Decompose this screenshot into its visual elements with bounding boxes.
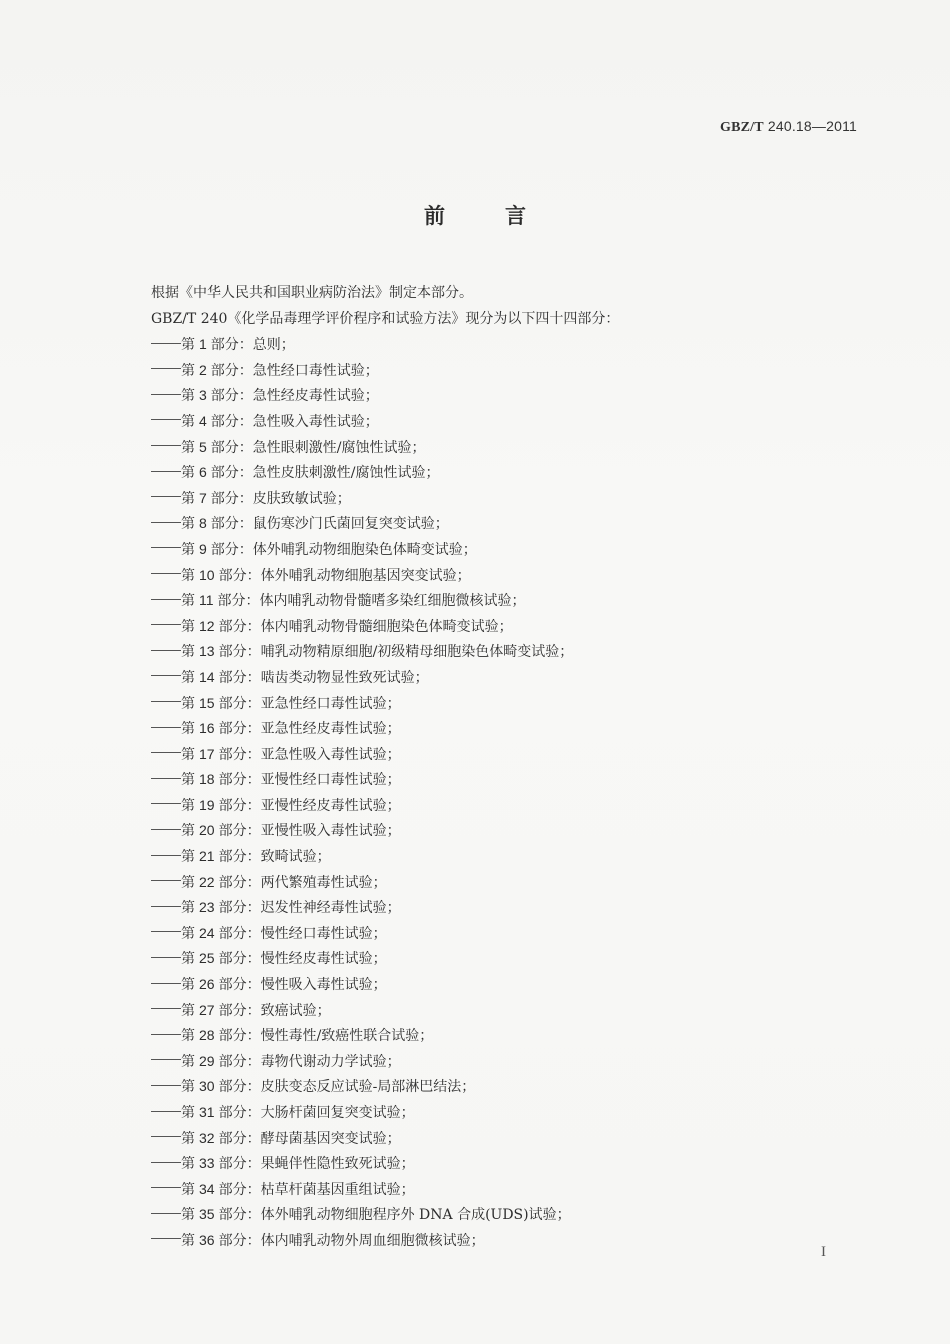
list-item xyxy=(151,614,851,640)
part-prefix: 第 xyxy=(181,541,195,558)
part-suffix: 部分： xyxy=(218,1181,261,1198)
part-title: 亚慢性吸入毒性试验； xyxy=(260,823,401,840)
part-prefix: 第 xyxy=(181,1002,195,1019)
part-number: 5 xyxy=(199,438,207,455)
part-title: 致畸试验； xyxy=(260,849,331,866)
page-number: I xyxy=(821,1244,826,1260)
part-title: 鼠伤寒沙门氏菌回复突变试验； xyxy=(252,516,449,533)
part-prefix: 第 xyxy=(181,567,195,584)
part-title: 慢性经皮毒性试验； xyxy=(260,951,387,968)
list-item xyxy=(151,1177,851,1203)
list-item xyxy=(151,895,851,921)
foreword-body xyxy=(151,281,851,1254)
part-prefix: 第 xyxy=(181,1130,195,1147)
part-suffix: 部分： xyxy=(218,1028,261,1045)
part-title: 体内哺乳动物骨髓细胞染色体畸变试验； xyxy=(260,618,513,635)
part-title: 亚急性经皮毒性试验； xyxy=(260,721,401,738)
part-title: 迟发性神经毒性试验； xyxy=(260,900,401,917)
part-suffix: 部分： xyxy=(210,465,253,482)
list-item xyxy=(151,921,851,947)
part-title: 体内哺乳动物骨髓嗜多染红细胞微核试验； xyxy=(259,593,526,610)
em-dash-marker xyxy=(151,1238,181,1239)
part-number: 33 xyxy=(199,1155,215,1172)
part-prefix: 第 xyxy=(181,362,195,379)
part-suffix: 部分： xyxy=(218,1130,261,1147)
part-suffix: 部分： xyxy=(210,439,253,456)
part-suffix: 部分： xyxy=(217,593,260,610)
em-dash-marker xyxy=(151,880,181,881)
part-prefix: 第 xyxy=(181,669,195,686)
em-dash-marker xyxy=(151,752,181,753)
em-dash-marker xyxy=(151,1111,181,1112)
part-title: 急性经口毒性试验； xyxy=(252,362,379,379)
part-suffix: 部分： xyxy=(218,900,261,917)
standard-code-prefix: GBZ/T xyxy=(719,120,764,135)
em-dash-marker xyxy=(151,983,181,984)
part-suffix: 部分： xyxy=(218,695,261,712)
part-suffix: 部分： xyxy=(218,721,261,738)
em-dash-marker xyxy=(151,1008,181,1009)
part-title: 枯草杆菌基因重组试验； xyxy=(260,1181,415,1198)
part-prefix: 第 xyxy=(181,797,195,814)
em-dash-marker xyxy=(151,701,181,702)
part-suffix: 部分： xyxy=(210,541,253,558)
list-item xyxy=(151,1228,851,1254)
part-number: 18 xyxy=(199,771,215,788)
em-dash-marker xyxy=(151,957,181,958)
em-dash-marker xyxy=(151,675,181,676)
part-prefix: 第 xyxy=(181,1232,195,1249)
part-suffix: 部分： xyxy=(218,951,261,968)
part-title: 慢性经口毒性试验； xyxy=(260,925,387,942)
part-prefix: 第 xyxy=(181,900,195,917)
em-dash-marker xyxy=(151,496,181,497)
part-number: 31 xyxy=(199,1104,215,1120)
list-item xyxy=(151,818,851,844)
part-number: 28 xyxy=(199,1027,215,1044)
list-item xyxy=(151,665,851,691)
part-number: 12 xyxy=(199,617,215,634)
part-title: 毒物代谢动力学试验； xyxy=(260,1053,401,1070)
part-number: 4 xyxy=(199,412,207,429)
part-prefix: 第 xyxy=(181,465,195,482)
part-suffix: 部分： xyxy=(210,516,253,533)
list-item xyxy=(151,486,851,512)
em-dash-marker xyxy=(151,1059,181,1060)
part-title: 亚急性吸入毒性试验； xyxy=(260,746,401,763)
list-item xyxy=(151,1126,851,1152)
standard-code xyxy=(720,118,857,136)
part-suffix: 部分： xyxy=(218,823,261,840)
part-number: 8 xyxy=(199,515,207,532)
em-dash-marker xyxy=(151,547,181,548)
list-item xyxy=(151,1151,851,1177)
part-prefix: 第 xyxy=(181,925,195,942)
part-title: 皮肤变态反应试验-局部淋巴结法； xyxy=(260,1079,476,1096)
list-item xyxy=(151,1049,851,1075)
part-prefix: 第 xyxy=(181,951,195,968)
em-dash-marker xyxy=(151,778,181,779)
title-char-1: 前 xyxy=(424,204,445,228)
em-dash-marker xyxy=(151,855,181,856)
part-number: 3 xyxy=(199,387,207,404)
part-title: 皮肤致敏试验； xyxy=(252,490,351,507)
part-title: 慢性吸入毒性试验； xyxy=(260,977,387,994)
em-dash-marker xyxy=(151,419,181,420)
em-dash-marker xyxy=(151,906,181,907)
part-suffix: 部分： xyxy=(210,490,253,507)
list-item xyxy=(151,946,851,972)
title-char-2: 言 xyxy=(505,204,526,228)
part-number: 29 xyxy=(199,1052,215,1069)
em-dash-marker xyxy=(151,343,181,344)
part-number: 20 xyxy=(199,822,215,839)
part-title: 体外哺乳动物细胞染色体畸变试验； xyxy=(252,541,477,558)
part-prefix: 第 xyxy=(181,1156,195,1173)
part-title: 急性皮肤刺激性/腐蚀性试验； xyxy=(252,465,440,482)
em-dash-marker xyxy=(151,368,181,369)
part-title: 酵母菌基因突变试验； xyxy=(260,1130,401,1147)
part-suffix: 部分： xyxy=(218,567,261,584)
em-dash-marker xyxy=(151,931,181,932)
part-title: 亚慢性经口毒性试验； xyxy=(260,772,401,789)
part-number: 25 xyxy=(199,950,215,967)
list-item xyxy=(151,537,851,563)
part-title: 体外哺乳动物细胞程序外 DNA 合成(UDS)试验； xyxy=(260,1207,571,1224)
part-number: 9 xyxy=(199,540,207,557)
list-item xyxy=(151,691,851,717)
part-prefix: 第 xyxy=(181,1053,195,1070)
part-number: 1 xyxy=(199,336,207,353)
em-dash-marker xyxy=(151,573,181,574)
part-number: 27 xyxy=(199,1001,215,1018)
em-dash-marker xyxy=(151,727,181,728)
part-suffix: 部分： xyxy=(210,362,253,379)
part-prefix: 第 xyxy=(181,618,195,635)
part-prefix: 第 xyxy=(181,593,195,610)
part-title: 体内哺乳动物外周血细胞微核试验； xyxy=(260,1232,485,1249)
em-dash-marker xyxy=(151,522,181,523)
list-item xyxy=(151,1023,851,1049)
part-prefix: 第 xyxy=(181,721,195,738)
list-item xyxy=(151,742,851,768)
part-prefix: 第 xyxy=(181,1181,195,1198)
part-number: 13 xyxy=(199,643,215,660)
list-item xyxy=(151,435,851,461)
part-suffix: 部分： xyxy=(218,1207,261,1224)
part-suffix: 部分： xyxy=(210,388,253,405)
em-dash-marker xyxy=(151,650,181,651)
em-dash-marker xyxy=(151,803,181,804)
part-title: 体外哺乳动物细胞基因突变试验； xyxy=(260,567,471,584)
part-prefix: 第 xyxy=(181,977,195,994)
list-item xyxy=(151,998,851,1024)
part-prefix: 第 xyxy=(181,439,195,456)
list-item xyxy=(151,716,851,742)
part-prefix: 第 xyxy=(181,772,195,789)
list-item xyxy=(151,1202,851,1228)
part-number: 14 xyxy=(199,668,215,685)
part-number: 35 xyxy=(199,1206,215,1223)
part-number: 15 xyxy=(199,694,215,711)
part-number: 36 xyxy=(199,1231,215,1248)
part-title: 哺乳动物精原细胞/初级精母细胞染色体畸变试验； xyxy=(260,644,574,661)
part-suffix: 部分： xyxy=(218,874,261,891)
intro-line-2: GBZ/T 240《化学品毒理学评价程序和试验方法》现分为以下四十四部分： xyxy=(151,310,620,327)
intro-line-1: 根据《中华人民共和国职业病防治法》制定本部分。 xyxy=(151,285,473,301)
em-dash-marker xyxy=(151,445,181,446)
part-number: 16 xyxy=(199,720,215,737)
part-suffix: 部分： xyxy=(218,849,261,866)
part-prefix: 第 xyxy=(181,644,195,661)
part-prefix: 第 xyxy=(181,1207,195,1224)
part-title: 慢性毒性/致癌性联合试验； xyxy=(260,1028,434,1045)
part-prefix: 第 xyxy=(181,823,195,840)
list-item xyxy=(151,358,851,384)
part-number: 19 xyxy=(199,796,215,813)
em-dash-marker xyxy=(151,829,181,830)
list-item xyxy=(151,332,851,358)
em-dash-marker xyxy=(151,471,181,472)
part-title: 果蝇伴性隐性致死试验； xyxy=(260,1156,415,1173)
list-item xyxy=(151,639,851,665)
part-number: 23 xyxy=(199,899,215,916)
standard-code-number: 240.18—2011 xyxy=(763,118,857,134)
part-prefix: 第 xyxy=(181,490,195,507)
part-suffix: 部分： xyxy=(218,1156,261,1173)
part-number: 11 xyxy=(199,592,214,609)
part-suffix: 部分： xyxy=(218,925,261,942)
part-suffix: 部分： xyxy=(218,1002,261,1019)
part-number: 7 xyxy=(199,489,207,506)
list-item xyxy=(151,563,851,589)
em-dash-marker xyxy=(151,1136,181,1137)
part-suffix: 部分： xyxy=(218,1105,261,1121)
em-dash-marker xyxy=(151,394,181,395)
part-prefix: 第 xyxy=(181,695,195,712)
list-item xyxy=(151,511,851,537)
list-item xyxy=(151,870,851,896)
part-number: 22 xyxy=(199,873,215,890)
part-number: 21 xyxy=(199,848,215,865)
part-title: 两代繁殖毒性试验； xyxy=(260,874,387,891)
em-dash-marker xyxy=(151,624,181,625)
part-prefix: 第 xyxy=(181,516,195,533)
part-suffix: 部分： xyxy=(218,1053,261,1070)
list-item xyxy=(151,1100,851,1126)
part-title: 总则； xyxy=(252,337,295,354)
part-title: 急性吸入毒性试验； xyxy=(252,413,379,430)
list-item xyxy=(151,588,851,614)
list-item xyxy=(151,767,851,793)
part-title: 亚慢性经皮毒性试验； xyxy=(260,797,401,814)
part-prefix: 第 xyxy=(181,874,195,891)
em-dash-marker xyxy=(151,1162,181,1163)
part-title: 急性经皮毒性试验； xyxy=(252,388,379,405)
list-item xyxy=(151,1074,851,1100)
part-suffix: 部分： xyxy=(218,746,261,763)
em-dash-marker xyxy=(151,1085,181,1086)
part-number: 30 xyxy=(199,1078,215,1095)
part-prefix: 第 xyxy=(181,388,195,405)
part-suffix: 部分： xyxy=(210,413,253,430)
part-suffix: 部分： xyxy=(218,1232,261,1249)
part-prefix: 第 xyxy=(181,1079,195,1096)
part-prefix: 第 xyxy=(181,1105,195,1121)
part-suffix: 部分： xyxy=(218,797,261,814)
part-number: 26 xyxy=(199,976,215,993)
part-title: 啮齿类动物显性致死试验； xyxy=(260,669,429,686)
em-dash-marker xyxy=(151,1187,181,1188)
part-suffix: 部分： xyxy=(218,977,261,994)
list-item xyxy=(151,409,851,435)
part-number: 10 xyxy=(199,566,215,583)
part-title: 急性眼刺激性/腐蚀性试验； xyxy=(252,439,426,456)
part-prefix: 第 xyxy=(181,746,195,763)
list-item xyxy=(151,460,851,486)
part-suffix: 部分： xyxy=(218,772,261,789)
part-title: 亚急性经口毒性试验； xyxy=(260,695,401,712)
part-number: 2 xyxy=(199,361,207,378)
part-suffix: 部分： xyxy=(218,1079,261,1096)
part-title: 大肠杆菌回复突变试验； xyxy=(260,1105,415,1121)
list-item xyxy=(151,383,851,409)
em-dash-marker xyxy=(151,1034,181,1035)
em-dash-marker xyxy=(151,1213,181,1214)
part-suffix: 部分： xyxy=(210,337,253,354)
part-prefix: 第 xyxy=(181,849,195,866)
page-title xyxy=(0,200,950,230)
part-suffix: 部分： xyxy=(218,669,261,686)
list-item xyxy=(151,972,851,998)
part-suffix: 部分： xyxy=(218,618,261,635)
list-item xyxy=(151,844,851,870)
part-number: 17 xyxy=(199,745,215,762)
part-number: 32 xyxy=(199,1129,215,1146)
em-dash-marker xyxy=(151,599,181,600)
part-number: 6 xyxy=(199,464,207,481)
part-suffix: 部分： xyxy=(218,644,261,661)
part-prefix: 第 xyxy=(181,1028,195,1045)
part-number: 34 xyxy=(199,1180,215,1197)
part-title: 致癌试验； xyxy=(260,1002,331,1019)
part-prefix: 第 xyxy=(181,413,195,430)
part-prefix: 第 xyxy=(181,337,195,354)
parts-list xyxy=(151,332,851,1253)
part-number: 24 xyxy=(199,924,215,941)
list-item xyxy=(151,793,851,819)
